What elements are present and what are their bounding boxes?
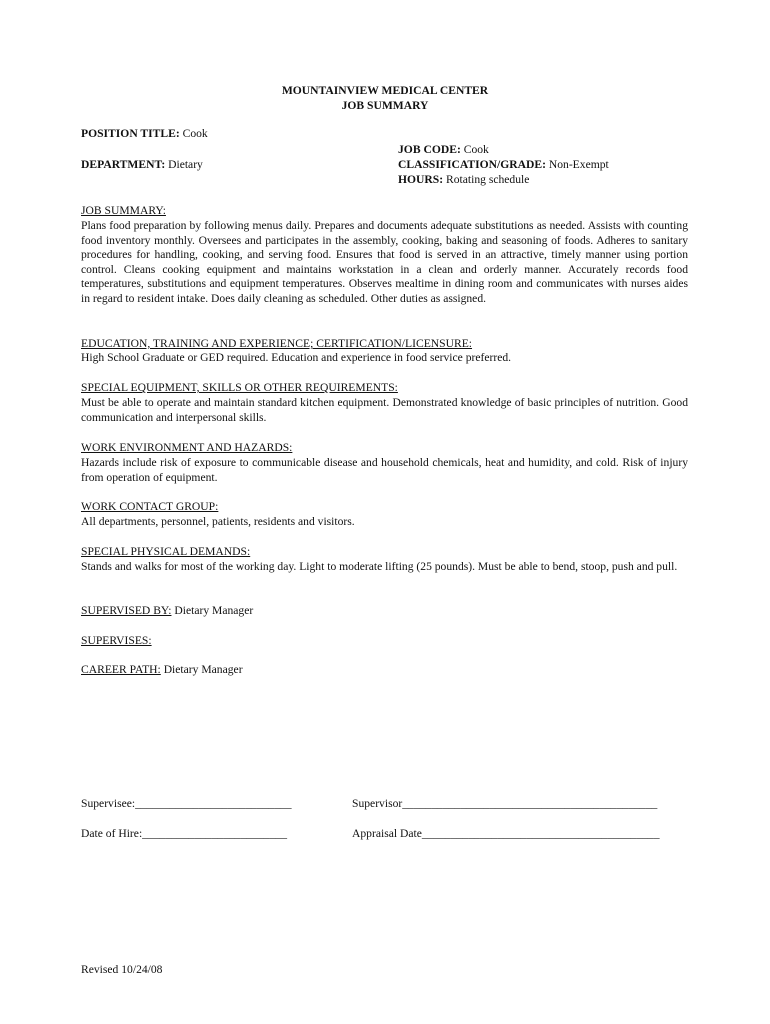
- job-code-value: Cook: [463, 143, 489, 156]
- supervised-by-heading: SUPERVISED BY:: [81, 604, 172, 617]
- department-label: DEPARTMENT:: [81, 158, 166, 171]
- contact-heading: WORK CONTACT GROUP:: [81, 500, 219, 513]
- job-summary-body: Plans food preparation by following menus daily. Prepares and documents adequate substitutions as needed. Assists with counting food inventory monthly. Oversees and participates in the assembly, cooking, baking and seasoning of foods. Adheres to sanitary procedures for handling, cooking, and serving food. Ensures that food is served in an attractive, timely manner using portion control. Cleans cooking equipment and maintains workstation in a clean and orderly manner. Accurately records food temperatures, substitutions and equipment temperatures. Observes mealtime in dining room and communicates with nurses aides in regard to resident intake. Does daily cleaning as scheduled. Other duties as assigned.: [81, 219, 688, 305]
- equipment-body: Must be able to operate and maintain standard kitchen equipment. Demonstrated knowledge of basic principles of nutrition. Good communication and interpersonal skills.: [81, 396, 688, 424]
- education-body: High School Graduate or GED required. Education and experience in food service preferred.: [81, 351, 512, 364]
- department-field: [81, 158, 203, 173]
- supervised-by-field: [81, 604, 253, 619]
- classification-value: Non-Exempt: [548, 158, 609, 171]
- career-path-heading: CAREER PATH:: [81, 663, 161, 676]
- document-title: JOB SUMMARY: [341, 99, 429, 112]
- supervises-field: [81, 634, 152, 649]
- environment-heading: WORK ENVIRONMENT AND HAZARDS:: [81, 441, 293, 454]
- supervises-heading: SUPERVISES:: [81, 634, 152, 647]
- job-summary-heading: JOB SUMMARY:: [81, 204, 166, 217]
- contact-body: All departments, personnel, patients, residents and visitors.: [81, 515, 355, 528]
- classification-label: CLASSIFICATION/GRADE:: [398, 158, 546, 171]
- physical-heading: SPECIAL PHYSICAL DEMANDS:: [81, 545, 251, 558]
- job-code-field: [398, 143, 489, 158]
- career-path-value: Dietary Manager: [163, 663, 243, 676]
- physical-body: Stands and walks for most of the working day. Light to moderate lifting (25 pounds). Must be able to bend, stoop, push and pull.: [81, 560, 678, 573]
- hours-value: Rotating schedule: [446, 173, 530, 186]
- supervisor-signature-line[interactable]: Supervisor____________________________________________: [352, 797, 658, 810]
- supervised-by-value: Dietary Manager: [174, 604, 254, 617]
- career-path-field: [81, 663, 243, 678]
- department-value: Dietary: [168, 158, 203, 171]
- supervisee-signature-line[interactable]: Supervisee:___________________________: [81, 797, 292, 810]
- position-title-field: [81, 127, 208, 142]
- date-of-hire-line[interactable]: Date of Hire:_________________________: [81, 827, 288, 840]
- job-code-label: JOB CODE:: [398, 143, 461, 156]
- classification-field: [398, 158, 609, 173]
- environment-body: Hazards include risk of exposure to communicable disease and household chemicals, heat and humidity, and cold. Risk of injury from operation of equipment.: [81, 456, 688, 484]
- revision-date: Revised 10/24/08: [81, 963, 163, 976]
- appraisal-date-line[interactable]: Appraisal Date_________________________________________: [352, 827, 660, 840]
- hours-field: [398, 173, 529, 188]
- organization-name: MOUNTAINVIEW MEDICAL CENTER: [281, 84, 489, 97]
- position-title-value: Cook: [182, 127, 208, 140]
- position-title-label: POSITION TITLE:: [81, 127, 180, 140]
- equipment-heading: SPECIAL EQUIPMENT, SKILLS OR OTHER REQUIREMENTS:: [81, 381, 398, 394]
- education-heading: EDUCATION, TRAINING AND EXPERIENCE; CERTIFICATION/LICENSURE:: [81, 337, 473, 350]
- hours-label: HOURS:: [398, 173, 444, 186]
